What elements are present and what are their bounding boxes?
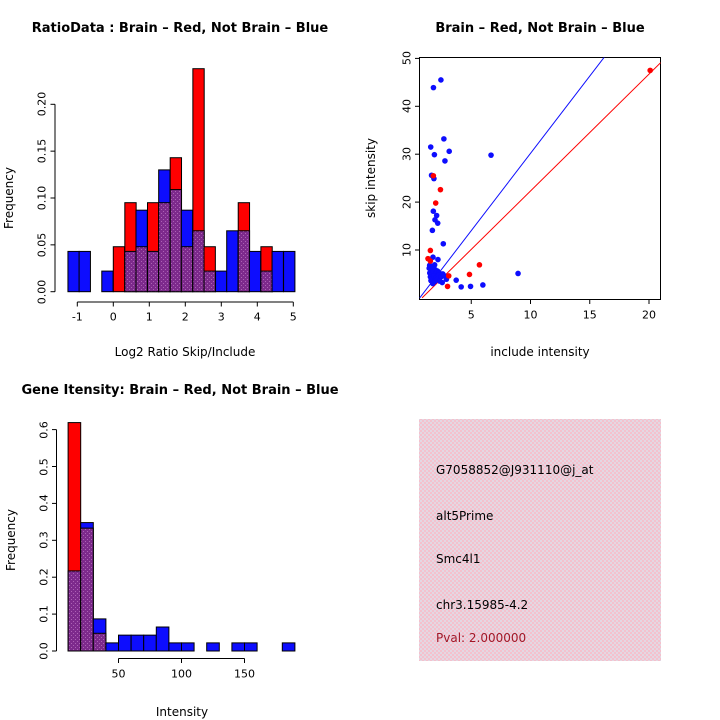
y-tick-label: 0.10 xyxy=(35,185,49,211)
gene-info-event-type: alt5Prime xyxy=(436,509,494,523)
x-tick-label: 3 xyxy=(217,310,225,324)
x-tick-label: 20 xyxy=(642,308,656,321)
y-tick-label: 0.4 xyxy=(37,494,50,513)
y-tick-label: 0.20 xyxy=(35,92,49,117)
y-tick-label: 20 xyxy=(400,195,413,210)
y-tick-label: 0.1 xyxy=(37,605,50,623)
y-tick-label: 0.5 xyxy=(37,457,50,476)
y-tick-label: 50 xyxy=(400,51,413,66)
scatter-yaxis-label: skip intensity xyxy=(364,138,378,218)
x-tick-label: 15 xyxy=(582,308,597,321)
x-tick-label: 50 xyxy=(111,667,126,680)
gene-info-pval: Pval: 2.000000 xyxy=(436,631,527,645)
gene-xaxis-label: Intensity xyxy=(155,705,209,719)
y-tick-label: 0.00 xyxy=(35,279,49,304)
x-tick-label: 10 xyxy=(523,308,538,321)
y-tick-label: 40 xyxy=(400,99,413,114)
scatter-title: Brain – Red, Not Brain – Blue xyxy=(435,21,645,36)
gene-yaxis-label: Frequency xyxy=(4,509,18,571)
y-tick-label: 0.0 xyxy=(37,642,50,660)
gene-info-panel xyxy=(419,419,661,661)
x-tick-label: 150 xyxy=(234,667,255,680)
x-tick-label: 5 xyxy=(467,308,475,321)
y-tick-label: 0.05 xyxy=(35,232,49,258)
ratio-histogram-title: RatioData : Brain – Red, Not Brain – Blue xyxy=(31,21,329,36)
ratio-yaxis-label: Frequency xyxy=(2,167,16,229)
gene-info-gene-name: Smc4l1 xyxy=(436,552,481,566)
x-tick-label: 4 xyxy=(253,310,261,324)
gene-info-location: chr3.15985-4.2 xyxy=(436,598,529,612)
y-tick-label: 0.2 xyxy=(37,568,50,586)
y-tick-label: 0.3 xyxy=(37,531,50,550)
x-tick-label: 0 xyxy=(109,310,117,324)
y-tick-label: 0.15 xyxy=(35,138,49,164)
x-tick-label: 5 xyxy=(289,310,297,324)
x-tick-label: 100 xyxy=(171,667,192,680)
x-tick-label: 1 xyxy=(145,310,153,324)
y-tick-label: 0.6 xyxy=(37,420,50,439)
y-tick-label: 10 xyxy=(400,243,413,257)
scatter-xaxis-label: include intensity xyxy=(490,345,590,359)
gene-info-probe-id: G7058852@J931110@j_at xyxy=(436,463,594,477)
y-tick-label: 30 xyxy=(400,147,413,162)
gene-histogram-title: Gene Itensity: Brain – Red, Not Brain – Blue xyxy=(21,383,339,398)
ratio-xaxis-label: Log2 Ratio Skip/Include xyxy=(114,345,256,359)
x-tick-label: 2 xyxy=(181,310,189,324)
x-tick-label: -1 xyxy=(71,310,83,324)
